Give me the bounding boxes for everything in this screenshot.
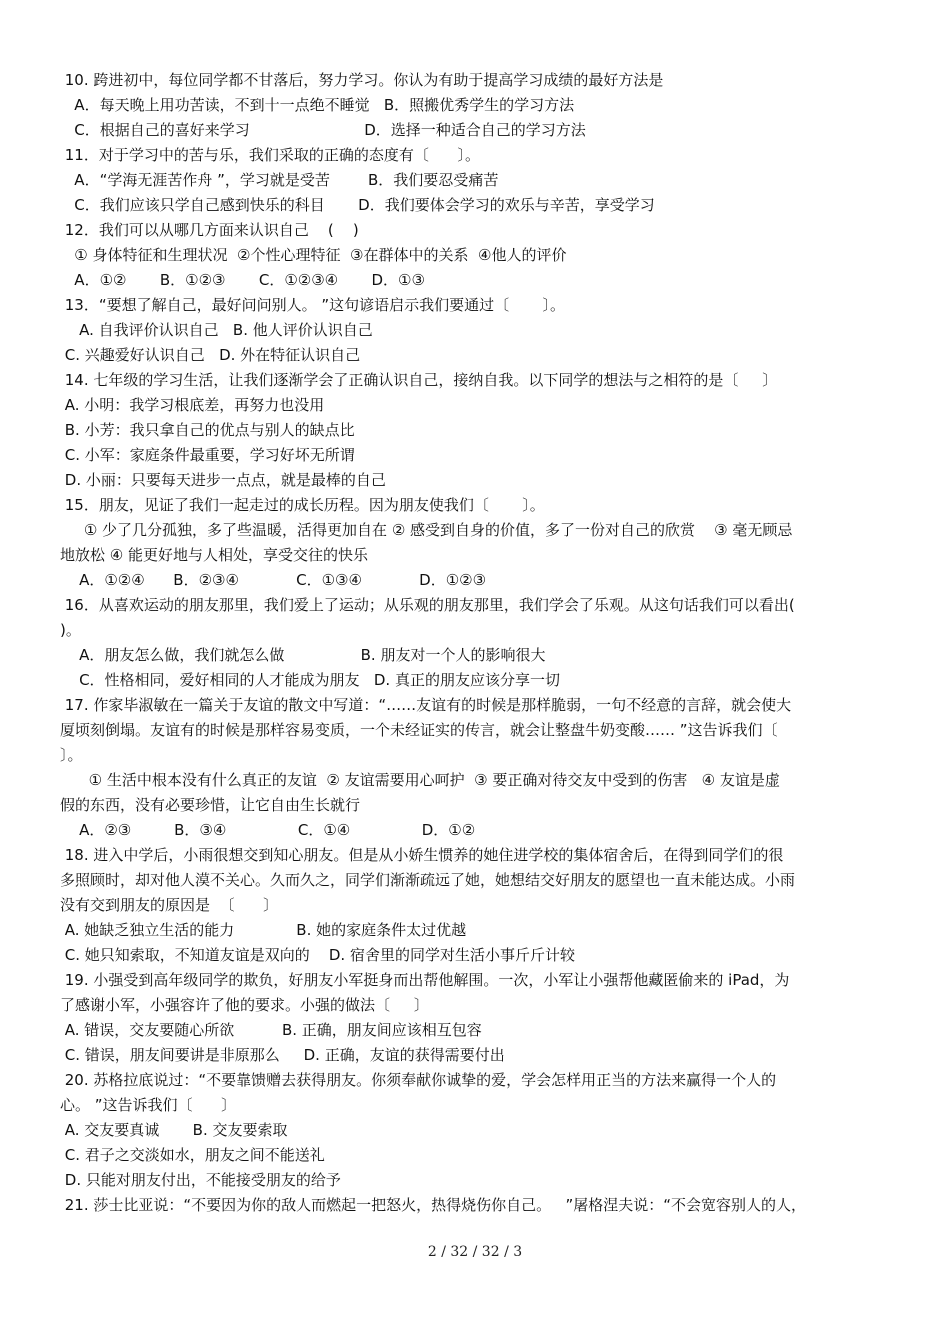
text-line: A．朋友怎么做，我们就怎么做 B. 朋友对一个人的影响很大 bbox=[60, 646, 546, 664]
text-line: C. 君子之交淡如水，朋友之间不能送礼 bbox=[60, 1146, 325, 1164]
text-line: C．我们应该只学自己感到快乐的科目 D．我们要体会学习的欢乐与辛苦，享受学习 bbox=[60, 196, 655, 214]
document-body bbox=[60, 68, 890, 1218]
text-line: A. 她缺乏独立生活的能力 B. 她的家庭条件太过优越 bbox=[60, 921, 467, 939]
text-line: )。 bbox=[60, 621, 81, 639]
text-line: 21. 莎士比亚说：“不要因为你的敌人而燃起一把怒火，热得烧伤你自己。 ”屠格涅夫说：“不会宽容别人的人， bbox=[60, 1196, 807, 1214]
text-line: 18. 进入中学后，小雨很想交到知心朋友。但是从小娇生惯养的她住进学校的集体宿舍后，在得到同学们的很 bbox=[60, 846, 784, 864]
text-line: A．①②④ B．②③④ C．①③④ D．①②③ bbox=[60, 571, 487, 589]
text-line: D. 只能对朋友付出，不能接受朋友的给予 bbox=[60, 1171, 341, 1189]
text-line: 地放松 ④ 能更好地与人相处，享受交往的快乐 bbox=[60, 546, 368, 564]
text-line: A. 小明：我学习根底差，再努力也没用 bbox=[60, 396, 325, 414]
text-line: 20. 苏格拉底说过：“不要靠馈赠去获得朋友。你须奉献你诚挚的爱，学会怎样用正当的方法来赢得一个人的 bbox=[60, 1071, 777, 1089]
text-line: 19. 小强受到高年级同学的欺负，好朋友小军挺身而出帮他解围。一次，小军让小强帮他藏匿偷来的 iPad，为 bbox=[60, 971, 790, 989]
text-line: A. 错误，交友要随心所欲 B. 正确，朋友间应该相互包容 bbox=[60, 1021, 482, 1039]
text-line: A．②③ B．③④ C．①④ D．①② bbox=[60, 821, 476, 839]
text-line: 12．我们可以从哪几方面来认识自己 ( ) bbox=[60, 221, 359, 239]
text-line: 厦顷刻倒塌。友谊有的时候是那样容易变质，一个未经证实的传言，就会让整盘牛奶变酸…… ”这告诉我们〔 bbox=[60, 721, 778, 739]
text-line: 17. 作家毕淑敏在一篇关于友谊的散文中写道：“……友谊有的时候是那样脆弱，一句不经意的言辞，就会使大 bbox=[60, 696, 792, 714]
text-line: ① 身体特征和生理状况 ②个性心理特征 ③在群体中的关系 ④他人的评价 bbox=[60, 246, 567, 264]
text-line: 心。 ”这告诉我们〔 〕 bbox=[60, 1096, 237, 1114]
text-line: ① 生活中根本没有什么真正的友谊 ② 友谊需要用心呵护 ③ 要正确对待交友中受到的伤害 ④ 友谊是虚 bbox=[60, 771, 780, 789]
text-line: 多照顾时，却对他人漠不关心。久而久之，同学们渐渐疏远了她，她想结交好朋友的愿望也一直未能达成。小雨 bbox=[60, 871, 796, 889]
text-line: C. 她只知索取，不知道友谊是双向的 D. 宿舍里的同学对生活小事斤斤计较 bbox=[60, 946, 575, 964]
text-line: C. 小军：家庭条件最重要，学习好坏无所谓 bbox=[60, 446, 355, 464]
text-line: C. 错误，朋友间要讲是非原那么 D. 正确，友谊的获得需要付出 bbox=[60, 1046, 505, 1064]
text-line: C. 兴趣爱好认识自己 D. 外在特征认识自己 bbox=[60, 346, 361, 364]
page-footer: 2 / 32 / 32 / 3 bbox=[427, 1244, 523, 1260]
text-line: D. 小丽：只要每天进步一点点，就是最棒的自己 bbox=[60, 471, 386, 489]
text-line: 假的东西，没有必要珍惜，让它自由生长就行 bbox=[60, 796, 361, 814]
text-line: 16．从喜欢运动的朋友那里，我们爱上了运动；从乐观的朋友那里，我们学会了乐观。从这句话我们可以看出( bbox=[60, 596, 795, 614]
text-line: A．每天晚上用功苦读，不到十一点绝不睡觉 B．照搬优秀学生的学习方法 bbox=[60, 96, 575, 114]
text-line: C．性格相同，爱好相同的人才能成为朋友 D. 真正的朋友应该分享一切 bbox=[60, 671, 560, 689]
text-line: 15．朋友，见证了我们一起走过的成长历程。因为朋友使我们〔 〕。 bbox=[60, 496, 545, 514]
text-line: 〕。 bbox=[60, 746, 83, 764]
text-line: A．“学海无涯苦作舟 ”，学习就是受苦 B．我们要忍受痛苦 bbox=[60, 171, 499, 189]
text-line: A．①② B．①②③ C．①②③④ D．①③ bbox=[60, 271, 425, 289]
text-line: A. 自我评价认识自己 B. 他人评价认识自己 bbox=[60, 321, 373, 339]
text-line: C．根据自己的喜好来学习 D．选择一种适合自己的学习方法 bbox=[60, 121, 586, 139]
text-line: A. 交友要真诚 B. 交友要索取 bbox=[60, 1121, 288, 1139]
text-line: B. 小芳：我只拿自己的优点与别人的缺点比 bbox=[60, 421, 355, 439]
text-line: 11．对于学习中的苦与乐，我们采取的正确的态度有〔 〕。 bbox=[60, 146, 480, 164]
text-line: 了感谢小军，小强容许了他的要求。小强的做法〔 〕 bbox=[60, 996, 429, 1014]
text-line: ① 少了几分孤独，多了些温暖，活得更加自在 ② 感受到自身的价值，多了一份对自己的欣赏 ③ 毫无顾忌 bbox=[60, 521, 793, 539]
text-line: 10. 跨进初中，每位同学都不甘落后，努力学习。你认为有助于提高学习成绩的最好方法是 bbox=[60, 71, 664, 89]
text-line: 13．“要想了解自己，最好问问别人。 ”这句谚语启示我们要通过〔 〕。 bbox=[60, 296, 566, 314]
text-line: 没有交到朋友的原因是 〔 〕 bbox=[60, 896, 279, 914]
text-line: 14. 七年级的学习生活，让我们逐渐学会了正确认识自己，接纳自我。以下同学的想法与之相符的是〔 〕 bbox=[60, 371, 778, 389]
